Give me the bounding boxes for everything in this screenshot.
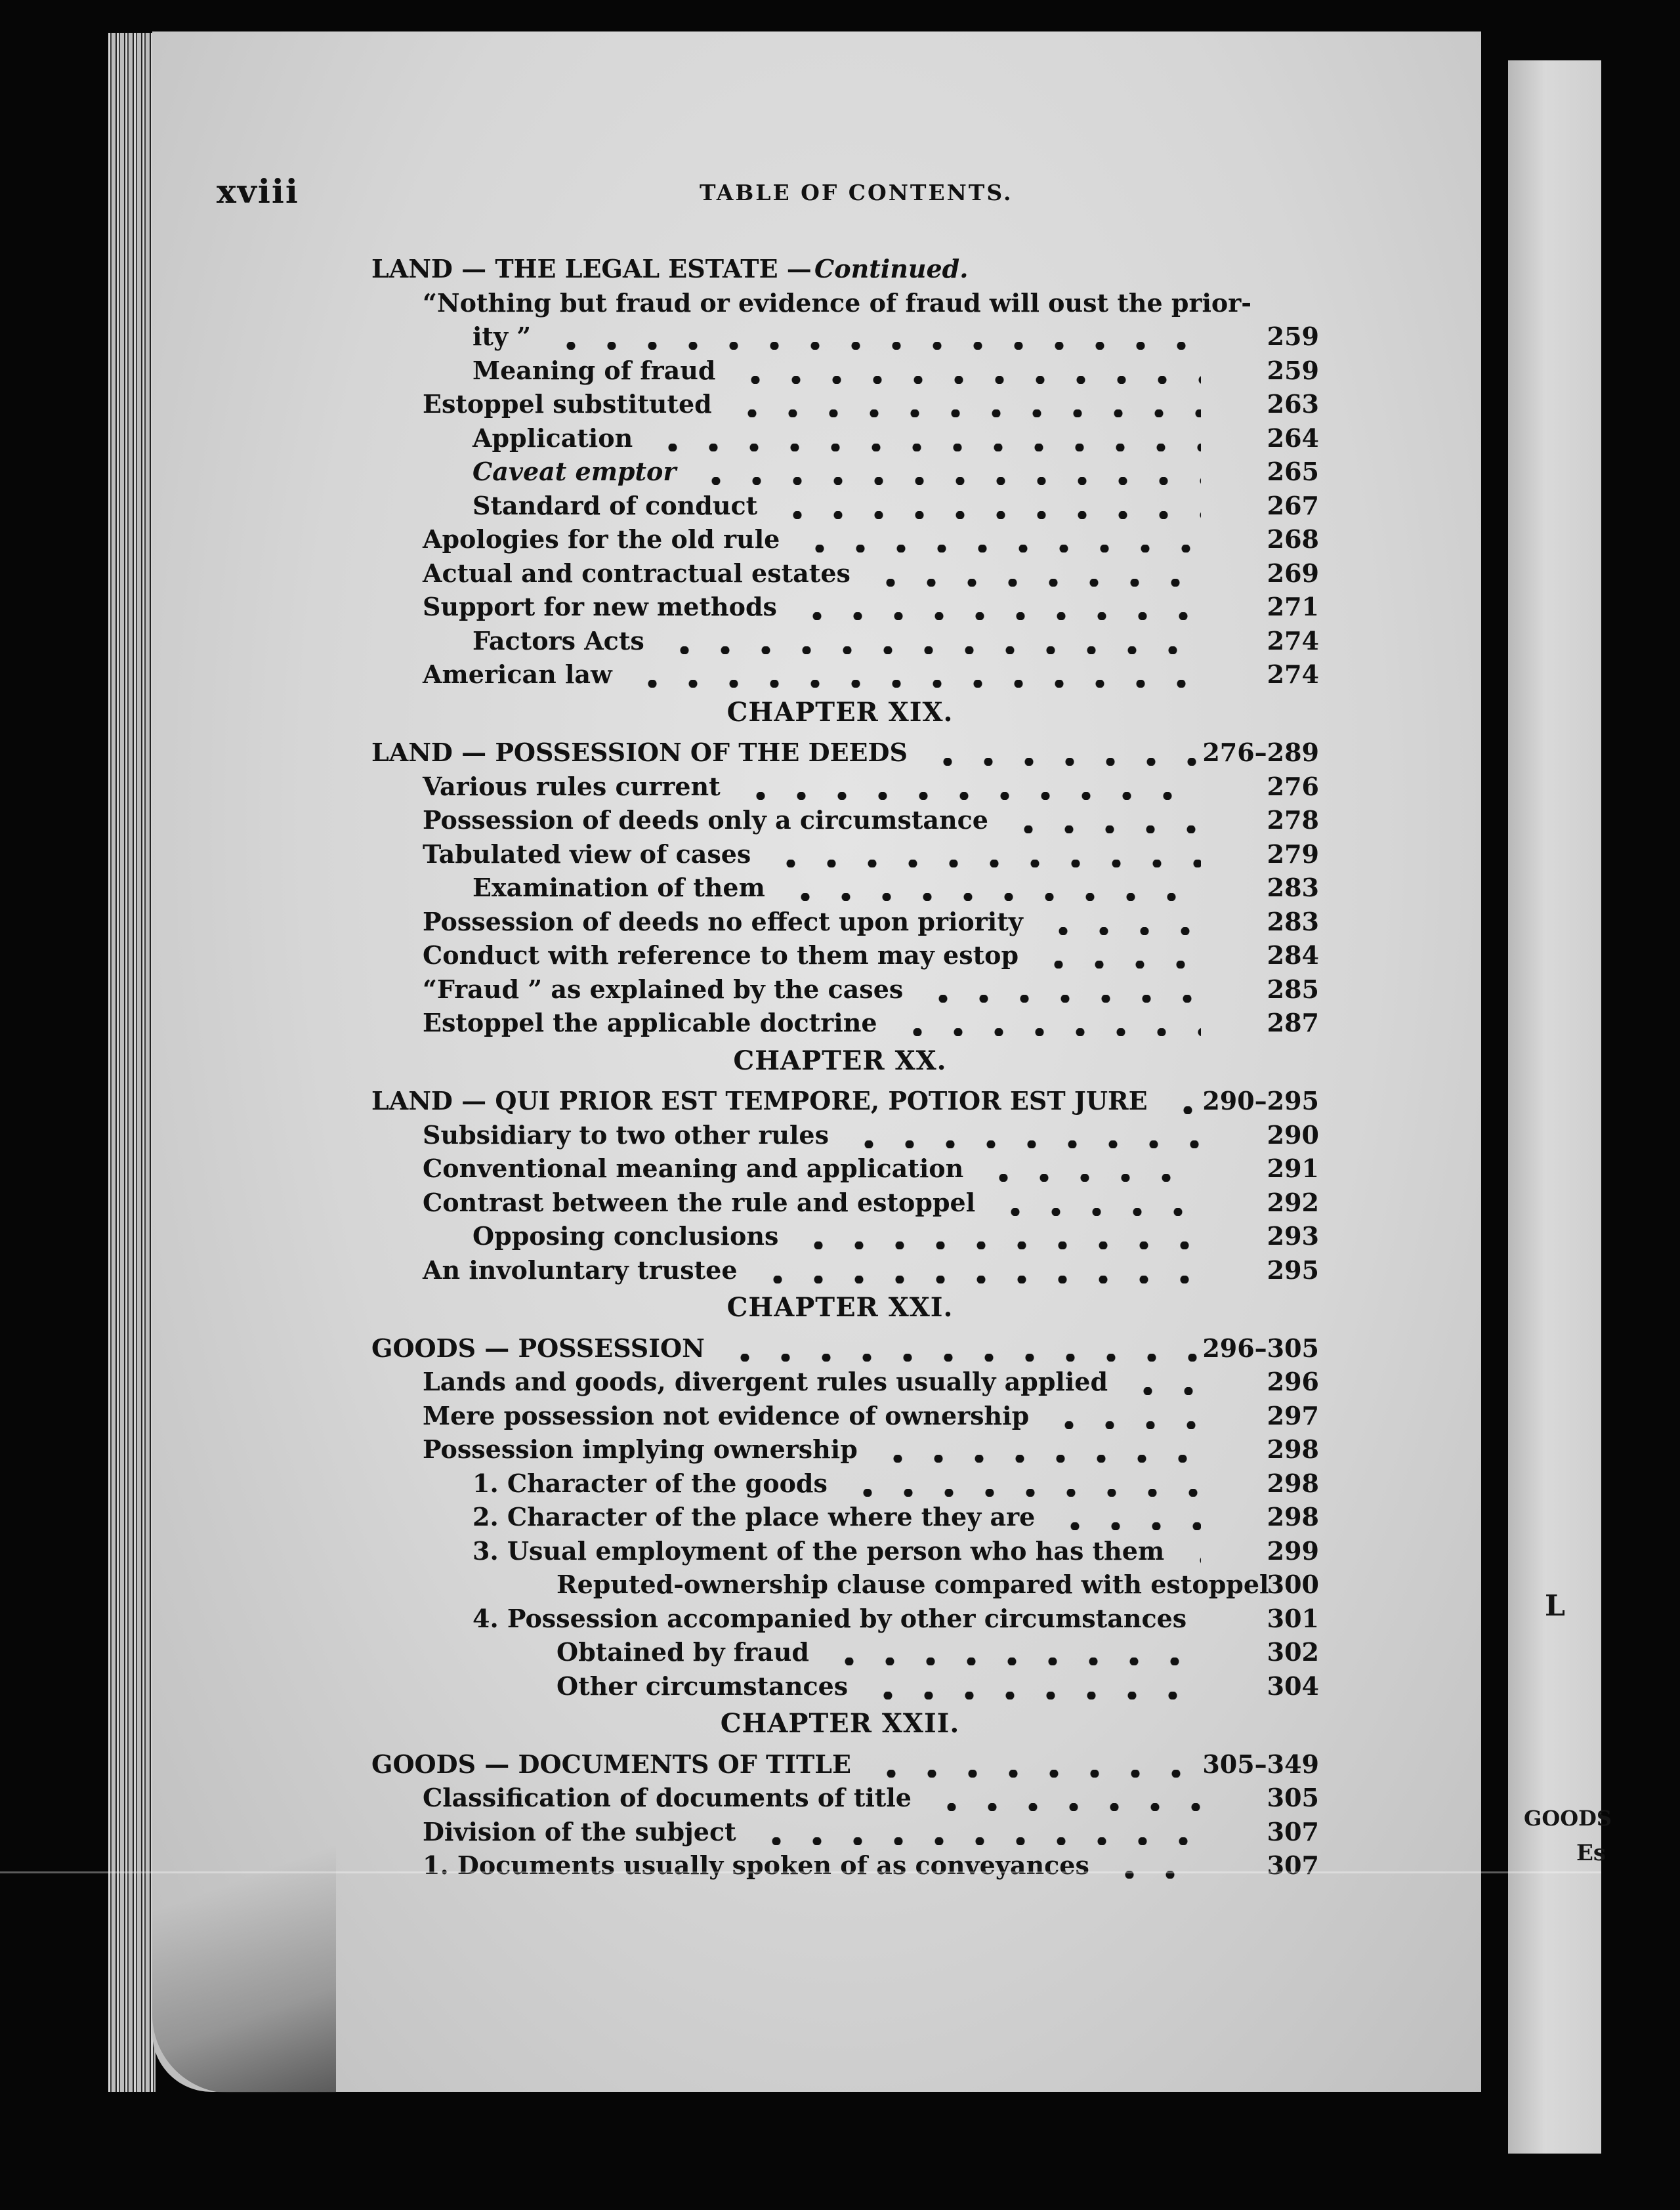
facing-page-fragment-es: Es <box>1576 1840 1606 1866</box>
toc-entry-text: ity ” <box>472 322 532 351</box>
toc-page-number: 290 <box>1267 1119 1319 1150</box>
leader-dots <box>756 1815 1201 1849</box>
toc-page-number: 307 <box>1267 1816 1319 1846</box>
toc-entry <box>0 1152 1601 1186</box>
toc-page-number: 291 <box>1267 1154 1319 1183</box>
toc-entry-text: “Fraud ” as explained by the cases <box>423 974 904 1004</box>
toc-entry-text: Estoppel the applicable doctrine <box>423 1008 877 1037</box>
leader-dots <box>798 1219 1201 1253</box>
toc-section-title: LAND — POSSESSION OF THE DEEDS <box>371 738 908 767</box>
toc-entry <box>0 320 1601 354</box>
toc-entry <box>0 803 1601 837</box>
page-number: xviii <box>217 172 299 211</box>
scan-line <box>0 1871 1601 1873</box>
toc-page-number: 297 <box>1267 1400 1319 1430</box>
toc-entry-text: Standard of conduct <box>472 490 758 520</box>
toc-entry-text: Conduct with reference to them may estop <box>423 940 1019 970</box>
toc-entry-text: Meaning of fraud <box>472 355 716 385</box>
leader-dots <box>664 624 1201 658</box>
toc-page-number: 276 <box>1267 771 1319 801</box>
page-header <box>217 172 1319 211</box>
toc-entry-text: 3. Usual employment of the person who has them <box>472 1535 1165 1566</box>
leader-dots <box>1008 803 1201 837</box>
toc-entry <box>0 1602 1601 1636</box>
toc-entry <box>0 590 1601 624</box>
toc-page-number: 293 <box>1267 1221 1319 1251</box>
leader-dots <box>829 1635 1201 1669</box>
toc-page-number: 307 <box>1267 1850 1319 1880</box>
leader-dots <box>757 1253 1201 1287</box>
leader-dots <box>847 1467 1201 1501</box>
toc-page-number: 304 <box>1267 1671 1319 1701</box>
facing-page-fragment-l: L <box>1545 1589 1565 1623</box>
toc-page-number: 302 <box>1267 1637 1319 1667</box>
toc-entry-text: Reputed-ownership clause compared with estoppel <box>556 1570 1269 1599</box>
toc-page-number: 259 <box>1267 322 1319 351</box>
leader-dots <box>1055 1500 1201 1534</box>
toc-entry <box>0 1467 1601 1501</box>
leader-dots <box>983 1152 1201 1186</box>
toc-entry-text: Apologies for the old rule <box>423 524 780 554</box>
toc-entry <box>0 624 1601 658</box>
toc-entry <box>0 1006 1601 1040</box>
leader-dots <box>931 1781 1201 1815</box>
toc-page-number: 298 <box>1267 1434 1319 1464</box>
leader-dots <box>740 770 1201 804</box>
leader-dots <box>1184 1534 1201 1568</box>
toc-entry <box>0 1747 1601 1782</box>
toc-page-number: 264 <box>1267 423 1319 453</box>
toc-entry <box>0 1365 1601 1399</box>
toc-page-number: 276–289 <box>1202 738 1319 767</box>
facing-page-fragment-goods: GOODS <box>1524 1806 1612 1831</box>
toc-page-number: 298 <box>1267 1502 1319 1532</box>
toc-section-title: LAND — THE LEGAL ESTATE — <box>371 254 812 283</box>
leader-dots <box>785 871 1201 905</box>
leader-dots <box>724 1331 1201 1366</box>
toc-entry <box>0 1186 1601 1220</box>
toc-page-number: 278 <box>1267 805 1319 835</box>
leader-dots <box>849 1118 1201 1152</box>
toc-entry <box>0 1815 1601 1849</box>
toc-entry <box>0 1331 1601 1366</box>
chapter-heading: CHAPTER XX. <box>733 1045 947 1076</box>
toc-page-number: 305 <box>1267 1783 1319 1812</box>
toc-entry-text: Actual and contractual estates <box>423 558 850 588</box>
toc-entry-text: Possession of deeds no effect upon priority <box>423 906 1023 936</box>
toc-entry <box>0 1084 1601 1118</box>
leader-dots <box>770 837 1201 871</box>
toc-entry-text: Contrast between the rule and estoppel <box>423 1187 976 1217</box>
toc-page-number: 300 <box>1267 1570 1319 1599</box>
toc-page-number: 299 <box>1267 1535 1319 1566</box>
leader-dots <box>1043 905 1201 939</box>
toc-entry-text: Tabulated view of cases <box>423 839 751 869</box>
leader-dots <box>799 522 1201 556</box>
toc-entry <box>0 522 1601 556</box>
toc-page-number: 265 <box>1267 457 1319 486</box>
toc-page-number: 292 <box>1267 1187 1319 1217</box>
chapter-heading: CHAPTER XXII. <box>720 1708 960 1739</box>
toc-page-number: 263 <box>1267 389 1319 419</box>
toc-entry-text: Estoppel substituted <box>423 389 712 419</box>
toc-entry <box>0 556 1601 591</box>
toc-entry <box>0 1781 1601 1815</box>
toc-entry <box>0 837 1601 871</box>
leader-dots <box>696 455 1201 489</box>
toc-entry-text: Caveat emptor <box>472 457 677 486</box>
toc-page-number: 279 <box>1267 839 1319 869</box>
toc-entry-text: Division of the subject <box>423 1816 736 1846</box>
toc-entry <box>0 1635 1601 1669</box>
leader-dots <box>897 1006 1201 1040</box>
toc-entry <box>0 1432 1601 1467</box>
leader-dots <box>923 972 1201 1007</box>
toc-section-title: LAND — QUI PRIOR EST TEMPORE, POTIOR EST JURE <box>371 1086 1148 1115</box>
toc-entry <box>0 1219 1601 1253</box>
toc-entry-text: 1. Character of the goods <box>472 1468 828 1498</box>
toc-page-number: 295 <box>1267 1255 1319 1285</box>
leader-dots <box>1109 1848 1201 1883</box>
leader-dots <box>652 421 1201 455</box>
toc-entry-text: Lands and goods, divergent rules usually applied <box>423 1367 1108 1396</box>
toc-entry-text: Possession of deeds only a circumstance <box>423 805 988 835</box>
toc-entry <box>0 1399 1601 1433</box>
toc-entry-text: American law <box>423 659 612 689</box>
toc-entry-text: Other circumstances <box>556 1671 849 1701</box>
leader-dots <box>877 1432 1201 1467</box>
toc-entry <box>0 1253 1601 1287</box>
toc-page-number: 267 <box>1267 490 1319 520</box>
toc-page-number: 290–295 <box>1202 1086 1319 1115</box>
toc-entry <box>0 871 1601 905</box>
toc-entry-text: Classification of documents of title <box>423 1783 912 1812</box>
leader-dots <box>632 657 1201 692</box>
toc-entry <box>0 252 1319 286</box>
toc-entry-text: Subsidiary to two other rules <box>423 1119 830 1150</box>
toc-entry <box>0 938 1601 972</box>
toc-entry <box>0 1568 1601 1602</box>
leader-dots <box>1049 1399 1201 1433</box>
toc-entry-text: Application <box>472 423 633 453</box>
leader-dots <box>871 1747 1201 1782</box>
leader-dots <box>777 489 1201 523</box>
toc-page-number: 259 <box>1267 355 1319 385</box>
toc-entry <box>0 905 1601 939</box>
toc-entry-text: Mere possession not evidence of ownership <box>423 1400 1030 1430</box>
leader-dots <box>1167 1084 1201 1118</box>
toc-entry <box>0 972 1601 1007</box>
chapter-heading: CHAPTER XXI. <box>726 1292 954 1323</box>
chapter-heading: CHAPTER XIX. <box>726 696 954 728</box>
leader-dots <box>1127 1365 1201 1399</box>
toc-page-number: 269 <box>1267 558 1319 588</box>
toc-page-number: 284 <box>1267 940 1319 970</box>
toc-entry-text: 1. Documents usually spoken of as conveyances <box>423 1850 1089 1880</box>
leader-dots <box>1038 938 1201 972</box>
toc-entry-text: Opposing conclusions <box>472 1221 779 1251</box>
toc-entry <box>0 1848 1601 1883</box>
toc-entry-text: Obtained by fraud <box>556 1637 809 1667</box>
toc-page-number: 296 <box>1267 1367 1319 1396</box>
toc-entry <box>0 286 1319 320</box>
toc-page-number: 285 <box>1267 974 1319 1004</box>
toc-entry <box>0 354 1601 388</box>
running-head: TABLE OF CONTENTS. <box>700 180 1013 205</box>
leader-dots <box>732 387 1201 421</box>
leader-dots <box>870 556 1201 591</box>
toc-entry-text: Examination of them <box>472 873 765 902</box>
toc-entry-text: 2. Character of the place where they are <box>472 1502 1036 1532</box>
toc-entry <box>0 489 1601 523</box>
toc-page-number: 301 <box>1267 1603 1319 1633</box>
toc-page-number: 298 <box>1267 1468 1319 1498</box>
toc-page-number: 305–349 <box>1202 1749 1319 1779</box>
toc-entry-text: Factors Acts <box>472 625 644 656</box>
toc-entry <box>0 1534 1601 1568</box>
toc-page-number: 287 <box>1267 1008 1319 1037</box>
toc-page-number: 283 <box>1267 906 1319 936</box>
toc-page-number: 274 <box>1267 659 1319 689</box>
toc-entry <box>0 455 1601 489</box>
toc-page-number: 271 <box>1267 592 1319 621</box>
leader-dots <box>797 590 1201 624</box>
toc-entry-text: Possession implying ownership <box>423 1434 858 1464</box>
toc-page-number: 283 <box>1267 873 1319 902</box>
leader-dots <box>735 354 1201 388</box>
toc-entry <box>0 1500 1601 1534</box>
toc-entry <box>0 1118 1601 1152</box>
toc-entry <box>0 736 1601 770</box>
toc-entry <box>0 770 1601 804</box>
toc-entry <box>0 1669 1601 1703</box>
toc-section-title: GOODS — POSSESSION <box>371 1333 705 1363</box>
toc-entry <box>0 657 1601 692</box>
toc-page-number: 274 <box>1267 625 1319 656</box>
toc-entry-text: 4. Possession accompanied by other circumstances <box>472 1603 1187 1633</box>
toc-section-title: GOODS — DOCUMENTS OF TITLE <box>371 1749 851 1779</box>
toc-page-number: 268 <box>1267 524 1319 554</box>
toc-entry-text: Various rules current <box>423 771 721 801</box>
toc-continued-label: Continued. <box>814 254 969 283</box>
toc-page-number: 296–305 <box>1202 1333 1319 1363</box>
toc-entry-text: An involuntary trustee <box>423 1255 738 1285</box>
leader-dots <box>551 320 1201 354</box>
toc-entry <box>0 421 1601 455</box>
toc-entry-text: Support for new methods <box>423 592 777 621</box>
leader-dots <box>868 1669 1201 1703</box>
toc-entry <box>0 387 1601 421</box>
toc-entry-text: “Nothing but fraud or evidence of fraud will oust the prior- <box>423 287 1252 318</box>
toc-entry-text: Conventional meaning and application <box>423 1154 964 1183</box>
leader-dots <box>995 1186 1201 1220</box>
leader-dots <box>927 736 1201 770</box>
